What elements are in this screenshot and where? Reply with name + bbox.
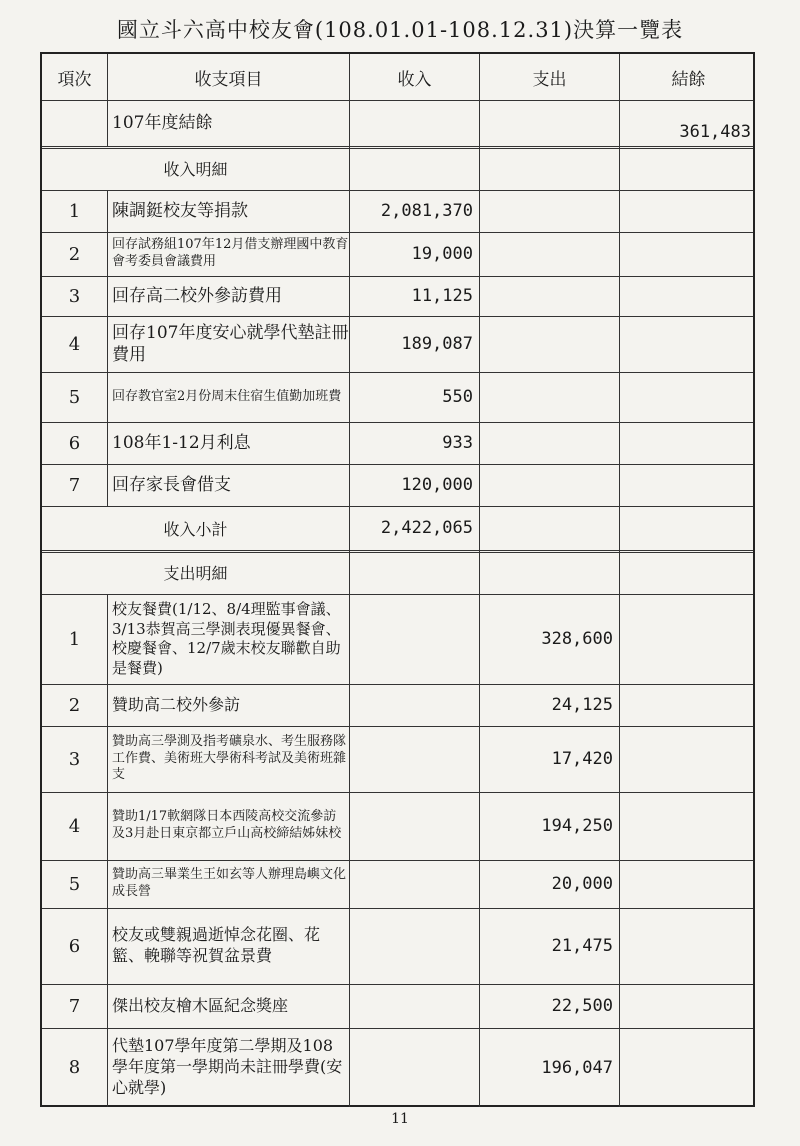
header-no: 項次 <box>42 54 108 100</box>
table-row <box>42 984 753 1029</box>
empty-cell <box>350 146 480 190</box>
empty-cell <box>480 372 620 422</box>
table-row <box>42 276 753 317</box>
row-item: 回存家長會借支 <box>108 464 350 506</box>
empty-cell <box>620 506 757 550</box>
row-income: 11,125 <box>350 276 480 316</box>
empty-cell <box>480 316 620 372</box>
empty-cell <box>620 792 757 860</box>
row-expense: 24,125 <box>480 684 620 726</box>
row-item: 校友餐費(1/12、8/4理監事會議、3/13恭賀高三學測表現優異餐會、校慶餐會、12/7歲末校友聯歡自助是餐費) <box>108 594 350 684</box>
row-item: 回存教官室2月份周末住宿生值勤加班費 <box>108 372 350 422</box>
empty-cell <box>620 190 757 232</box>
income-subtotal-label: 收入小計 <box>42 506 350 550</box>
empty-cell <box>480 190 620 232</box>
row-number: 7 <box>42 464 108 506</box>
empty-cell <box>480 232 620 276</box>
row-number: 5 <box>42 372 108 422</box>
row-number: 3 <box>42 276 108 316</box>
row-item: 贊助1/17軟網隊日本西陵高校交流參訪及3月赴日東京都立戶山高校締結姊妹校 <box>108 792 350 860</box>
income-section-row <box>42 146 753 191</box>
document-title: 國立斗六高中校友會(108.01.01-108.12.31)決算一覽表 <box>116 18 684 42</box>
empty-cell <box>350 1028 480 1107</box>
table-row <box>42 908 753 985</box>
row-item: 回存107年度安心就學代墊註冊費用 <box>108 316 350 372</box>
income-section-label: 收入明細 <box>42 146 350 190</box>
row-number: 6 <box>42 908 108 984</box>
table-row <box>42 372 753 423</box>
row-income: 933 <box>350 422 480 464</box>
row-number: 2 <box>42 232 108 276</box>
header-expense: 支出 <box>480 54 620 100</box>
empty-cell <box>620 726 757 792</box>
row-income: 550 <box>350 372 480 422</box>
row-number: 7 <box>42 984 108 1028</box>
empty-cell <box>620 984 757 1028</box>
empty-cell <box>480 506 620 550</box>
header-income: 收入 <box>350 54 480 100</box>
empty-cell <box>480 422 620 464</box>
income-subtotal-row <box>42 506 753 553</box>
table-row <box>42 190 753 233</box>
header-balance: 結餘 <box>671 69 706 90</box>
row-item: 陳調鋌校友等捐款 <box>108 190 350 232</box>
row-income: 19,000 <box>350 232 480 276</box>
row-number: 4 <box>42 792 108 860</box>
row-number: 1 <box>42 594 108 684</box>
row-number: 1 <box>42 190 108 232</box>
row-number: 8 <box>42 1028 108 1107</box>
row-number: 4 <box>42 316 108 372</box>
empty-cell <box>620 1028 757 1107</box>
row-expense: 20,000 <box>480 860 620 908</box>
row-number <box>42 100 108 146</box>
row-item: 校友或雙親過逝悼念花圈、花籃、輓聯等祝賀盆景費 <box>108 908 350 984</box>
row-item: 贊助高三學測及指考礦泉水、考生服務隊工作費、美術班大學術科考試及美術班雜支 <box>108 726 350 792</box>
row-income: 189,087 <box>350 316 480 372</box>
row-expense: 17,420 <box>480 726 620 792</box>
empty-cell <box>350 550 480 594</box>
empty-cell <box>620 316 757 372</box>
row-expense: 21,475 <box>480 908 620 984</box>
page-number: 11 <box>391 1111 409 1127</box>
empty-cell <box>480 100 620 146</box>
row-expense: 194,250 <box>480 792 620 860</box>
empty-cell <box>620 684 757 726</box>
table-row <box>42 422 753 465</box>
row-number: 5 <box>42 860 108 908</box>
row-item: 贊助高二校外參訪 <box>108 684 350 726</box>
row-item: 回存高二校外參訪費用 <box>108 276 350 316</box>
table-row <box>42 594 753 685</box>
row-income: 120,000 <box>350 464 480 506</box>
empty-cell <box>620 464 757 506</box>
row-item: 108年1-12月利息 <box>108 422 350 464</box>
empty-cell <box>480 146 620 190</box>
row-item: 贊助高三畢業生王如玄等人辦理島嶼文化成長營 <box>108 860 350 908</box>
row-item: 代墊107學年度第二學期及108學年度第一學期尚未註冊學費(安心就學) <box>108 1028 350 1107</box>
carry-over-balance: 361,483 <box>679 122 751 142</box>
empty-cell <box>350 726 480 792</box>
table-row <box>42 860 753 909</box>
empty-cell <box>620 372 757 422</box>
table-header-row <box>42 54 753 101</box>
empty-cell <box>620 550 757 594</box>
table-row <box>42 1028 753 1107</box>
row-number: 3 <box>42 726 108 792</box>
empty-cell <box>350 984 480 1028</box>
empty-cell <box>480 550 620 594</box>
empty-cell <box>620 594 757 684</box>
row-item: 回存試務組107年12月借支辦理國中教育會考委員會議費用 <box>108 232 350 276</box>
empty-cell <box>480 276 620 316</box>
row-expense: 22,500 <box>480 984 620 1028</box>
row-item: 傑出校友檜木區紀念獎座 <box>108 984 350 1028</box>
empty-cell <box>480 464 620 506</box>
table-row <box>42 232 753 277</box>
empty-cell <box>620 860 757 908</box>
row-expense: 328,600 <box>480 594 620 684</box>
table-row <box>42 684 753 727</box>
empty-cell <box>620 276 757 316</box>
row-income: 2,081,370 <box>350 190 480 232</box>
row-number: 6 <box>42 422 108 464</box>
row-number: 2 <box>42 684 108 726</box>
empty-cell <box>620 232 757 276</box>
empty-cell <box>620 146 757 190</box>
empty-cell <box>350 684 480 726</box>
table-row <box>42 316 753 373</box>
expense-section-label: 支出明細 <box>42 550 350 594</box>
empty-cell <box>350 908 480 984</box>
empty-cell <box>620 908 757 984</box>
expense-section-row <box>42 550 753 595</box>
carry-over-label: 107年度結餘 <box>108 100 350 146</box>
budget-table <box>40 52 755 1107</box>
empty-cell <box>350 792 480 860</box>
empty-cell <box>350 100 480 146</box>
empty-cell <box>350 860 480 908</box>
table-row <box>42 464 753 507</box>
empty-cell <box>350 594 480 684</box>
carry-over-row <box>42 100 753 149</box>
row-expense: 196,047 <box>480 1028 620 1107</box>
table-row <box>42 792 753 861</box>
income-subtotal-value: 2,422,065 <box>350 506 480 550</box>
header-item: 收支項目 <box>108 54 350 100</box>
empty-cell <box>620 422 757 464</box>
table-row <box>42 726 753 793</box>
